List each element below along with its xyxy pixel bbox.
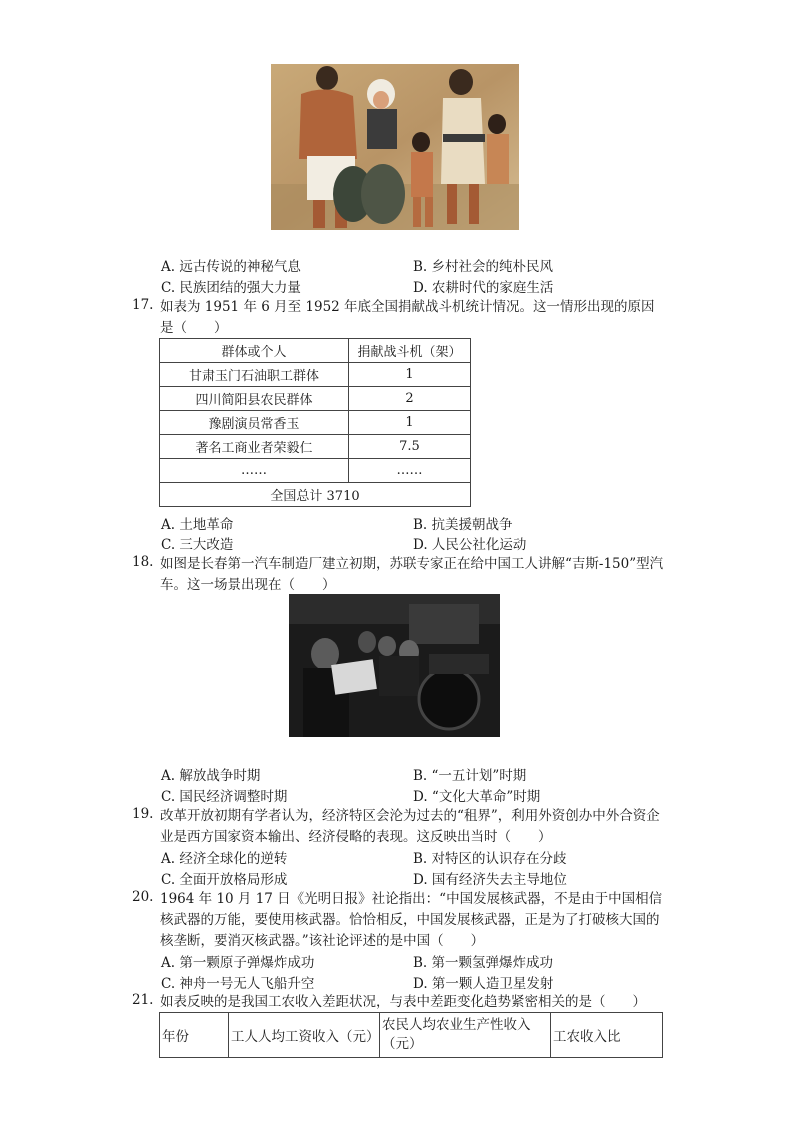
table-cell: 7.5 xyxy=(349,435,471,459)
table-row xyxy=(160,363,471,387)
table-header-cell: 工农收入比 xyxy=(551,1013,663,1058)
table-cell: 四川简阳县农民群体 xyxy=(160,387,349,411)
q19-number: 19. xyxy=(132,806,154,822)
factory-photo xyxy=(289,594,500,737)
painting-image xyxy=(271,64,519,230)
table-cell: 2 xyxy=(349,387,471,411)
table-cell: 豫剧演员常香玉 xyxy=(160,411,349,435)
q17-stem: 如表为 1951 年 6 月至 1952 年底全国捐献战斗机统计情况。这一情形出现的原因是（ ） xyxy=(160,299,655,336)
q19-option-b: B. 对特区的认识存在分歧 xyxy=(413,851,567,867)
q16-option-a: A. 远古传说的神秘气息 xyxy=(161,259,301,275)
table-total-cell: 全国总计 3710 xyxy=(160,483,471,507)
q17-table xyxy=(159,338,471,507)
q16-option-d: D. 农耕时代的家庭生活 xyxy=(413,280,554,296)
table-header-cell: 捐献战斗机（架） xyxy=(349,339,471,363)
q21-table xyxy=(159,1012,663,1058)
q17-option-d: D. 人民公社化运动 xyxy=(413,537,527,553)
table-cell: …… xyxy=(349,459,471,483)
q18-number: 18. xyxy=(132,554,154,570)
q18-stem: 如图是长春第一汽车制造厂建立初期，苏联专家正在给中国工人讲解“吉斯-150”型汽车。这一场景出现在（ ） xyxy=(160,556,664,593)
table-header-row xyxy=(160,339,471,363)
table-total-row xyxy=(160,483,471,507)
q18-option-c: C. 国民经济调整时期 xyxy=(161,789,288,805)
q18-option-a: A. 解放战争时期 xyxy=(161,768,261,784)
q18-option-b: B. “一五计划”时期 xyxy=(413,768,527,784)
q19-option-d: D. 国有经济失去主导地位 xyxy=(413,872,567,888)
q19-option-c: C. 全面开放格局形成 xyxy=(161,872,288,888)
table-row xyxy=(160,411,471,435)
table-header-cell: 农民人均农业生产性收入（元） xyxy=(380,1013,551,1058)
q20-number: 20. xyxy=(132,889,154,905)
q17-number: 17. xyxy=(132,297,154,313)
table-cell: 1 xyxy=(349,363,471,387)
q17-option-a: A. 土地革命 xyxy=(161,517,234,533)
q20-option-d: D. 第一颗人造卫星发射 xyxy=(413,976,554,992)
table-cell: …… xyxy=(160,459,349,483)
q19-option-a: A. 经济全球化的逆转 xyxy=(161,851,288,867)
table-row xyxy=(160,435,471,459)
table-cell: 1 xyxy=(349,411,471,435)
q16-option-c: C. 民族团结的强大力量 xyxy=(161,280,301,296)
q17-option-b: B. 抗美援朝战争 xyxy=(413,517,513,533)
table-row xyxy=(160,459,471,483)
q20-stem: 1964 年 10 月 17 日《光明日报》社论指出：“中国发展核武器，不是由于中国相信核武器的万能，要使用核武器。恰恰相反，中国发展核武器，正是为了打破核大国的核垄断，要消灭核武器。”该社论评述的是中国（ ） xyxy=(160,891,663,949)
q21-stem: 如表反映的是我国工农收入差距状况，与表中差距变化趋势紧密相关的是（ ） xyxy=(160,994,646,1010)
table-header-cell: 工人人均工资收入（元） xyxy=(229,1013,380,1058)
table-cell: 著名工商业者荣毅仁 xyxy=(160,435,349,459)
q20-option-c: C. 神舟一号无人飞船升空 xyxy=(161,976,315,992)
q16-option-b: B. 乡村社会的纯朴民风 xyxy=(413,259,554,275)
q18-option-d: D. “文化大革命”时期 xyxy=(413,789,541,805)
q17-option-c: C. 三大改造 xyxy=(161,537,234,553)
q19-stem: 改革开放初期有学者认为，经济特区会沦为过去的“租界”，利用外资创办中外合资企业是西方国家资本输出、经济侵略的表现。这反映出当时（ ） xyxy=(160,808,660,845)
table-header-cell: 年份 xyxy=(160,1013,229,1058)
table-header-cell: 群体或个人 xyxy=(160,339,349,363)
table-cell: 甘肃玉门石油职工群体 xyxy=(160,363,349,387)
q21-number: 21. xyxy=(132,992,154,1008)
q20-option-a: A. 第一颗原子弹爆炸成功 xyxy=(161,955,315,971)
table-header-row xyxy=(160,1013,663,1058)
table-row xyxy=(160,387,471,411)
q20-option-b: B. 第一颗氢弹爆炸成功 xyxy=(413,955,554,971)
